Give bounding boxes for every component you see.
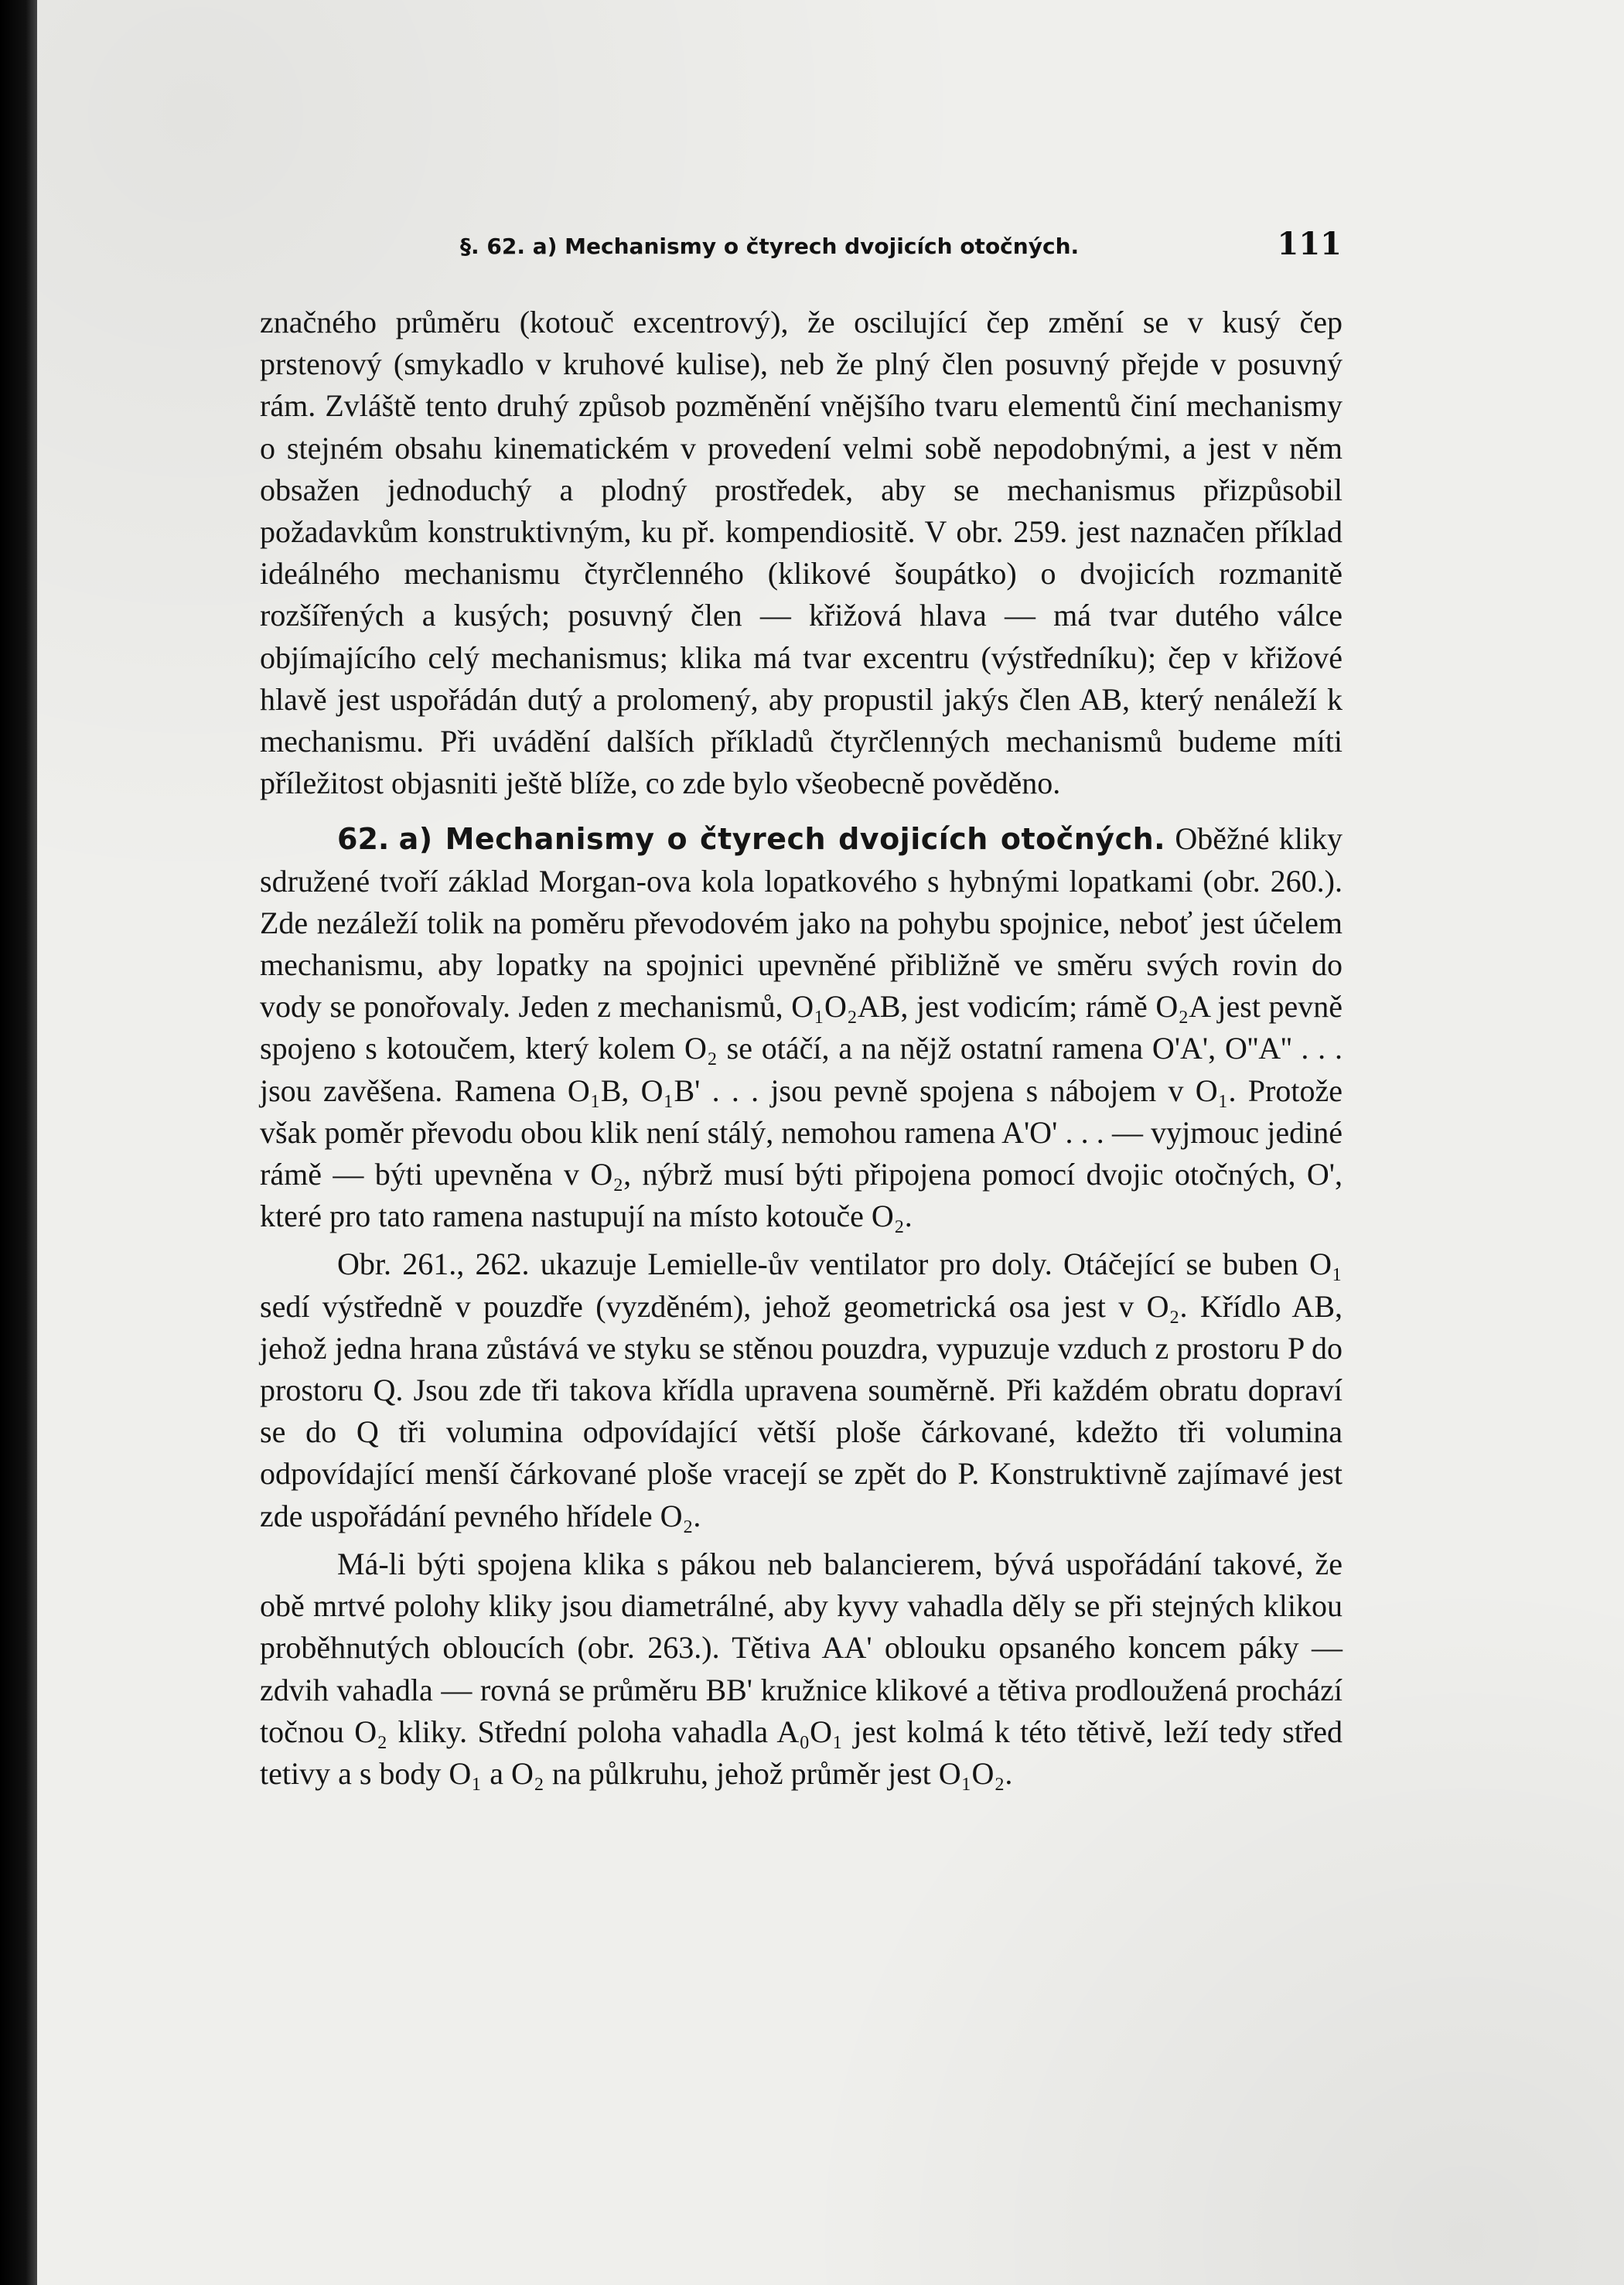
running-head-title: §. 62. a) Mechanismy o čtyrech dvojicích otočných. [460, 234, 1080, 259]
book-spine-shadow [0, 0, 37, 2285]
section-body: Oběžné kliky sdružené tvoří základ Morgan-ova kola lopatkového s hybnými lopatkami (obr. 260.). Zde nezáleží tolik na poměru převodovém jako na pohybu spojnice, neboť jest účelem mechanismu, aby lopatky na spojnici upevněné přibližně ve směru svých rovin do vody se ponořovaly. Jeden z mechanismů, O₁O₂AB, jest vodicím; rámě O₂A jest pevně spojeno s kotoučem, který kolem O₂ se otáčí, a na nějž ostatní ramena O'A', O''A'' . . . jsou zavěšena. Ramena O₁B, O₁B' . . . jsou pevně spojena s nábojem v O₁. Protože však poměr převodu obou klik není stálý, nemohou ramena A'O' . . . — vyjmouc jediné rámě — býti upevněna v O₂, nýbrž musí býti připojena pomocí dvojic otočných, O', které pro tato ramena nastupují na místo kotouče O₂. [260, 821, 1343, 1234]
section-62-paragraph [260, 818, 1343, 1237]
paragraph-ventilator: Obr. 261., 262. ukazuje Lemielle-ův ventilator pro doly. Otáčející se buben O₁ sedí výstředně v pouzdře (vyzděném), jehož geometrická osa jest v O₂. Křídlo AB, jehož jedna hrana zůstává ve styku se stěnou pouzdra, vypuzuje vzduch z prostoru P do prostoru Q. Jsou zde tři takova křídla upravena souměrně. Při každém obratu dopraví se do Q tři volumina odpovídající větší ploše čárkované, kdežto tři volumina odpovídající menší čárkované ploše vracejí se zpět do P. Konstruktivně zajímavé jest zde uspořádání pevného hřídele O₂. [260, 1247, 1343, 1533]
body-text [260, 302, 1343, 1801]
running-head [220, 226, 1342, 264]
section-heading: a) Mechanismy o čtyrech dvojicích otočných. [398, 822, 1166, 857]
paragraph-crank-lever: Má-li býti spojena klika s pákou neb balancierem, bývá uspořádání takové, že obě mrtvé polohy kliky jsou diametrálné, aby kyvy vahadla děly se při stejných klikou proběhnutých obloucích (obr. 263.). Tětiva AA' oblouku opsaného koncem páky — zdvih vahadla — rovná se průměru BB' kružnice klikové a tětiva prodloužená prochází točnou O₂ kliky. Střední poloha vahadla A₀O₁ jest kolmá k této tětivě, leží tedy střed tetivy a s body O₁ a O₂ na půlkruhu, jehož průměr jest O₁O₂. [260, 1546, 1343, 1791]
page-number: 111 [1277, 226, 1342, 262]
section-number: 62. [337, 822, 390, 857]
paragraph-continuation: značného průměru (kotouč excentrový), že oscilující čep změní se v kusý čep prstenový (smykadlo v kruhové kulise), neb že plný člen posuvný přejde v posuvný rám. Zvláště tento druhý způsob pozměnění vnějšího tvaru elementů činí mechanismy o stejném obsahu kinematickém v provedení velmi sobě nepodobnými, a jest v něm obsažen jednoduchý a plodný prostředek, aby se mechanismus přizpůsobil požadavkům konstruktivným, ku př. kompendiositě. V obr. 259. jest naznačen příklad ideálného mechanismu čtyrčlenného (klikové šoupátko) o dvojicích rozmanitě rozšířených a kusých; posuvný člen — křižová hlava — má tvar dutého válce objímajícího celý mechanismus; klika má tvar excentru (výstředníku); čep v křižové hlavě jest uspořádán dutý a prolomený, aby propustil jakýs člen AB, který nenáleží k mechanismu. Při uvádění dalších příkladů čtyrčlenných mechanismů budeme míti příležitost objasniti ještě blíže, co zde bylo všeobecně pověděno. [260, 305, 1343, 801]
